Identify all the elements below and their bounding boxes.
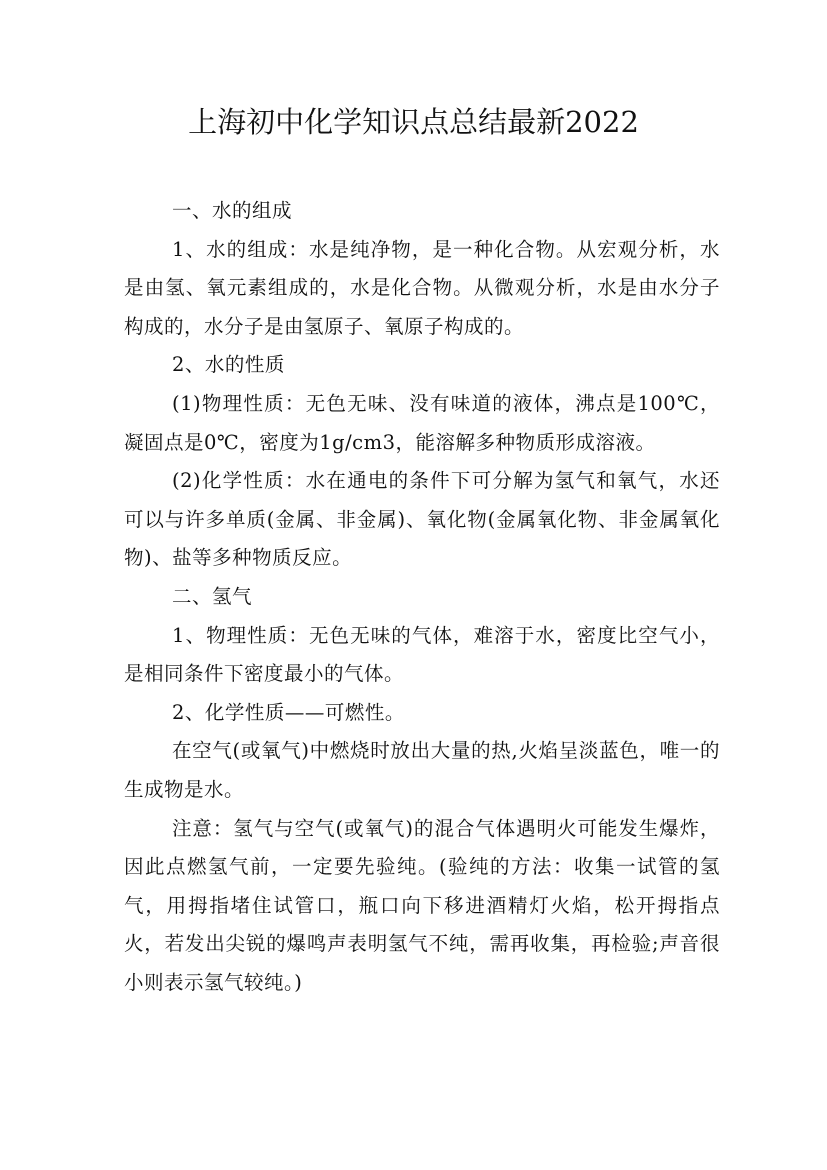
section-heading-hydrogen: 二、氢气	[172, 584, 253, 608]
paragraph-hydrogen-physical: 1、物理性质：无色无味的气体，难溶于水，密度比空气小，是相同条件下密度最小的气体。	[124, 623, 720, 686]
paragraph-water-composition: 1、水的组成：水是纯净物，是一种化合物。从宏观分析，水是由氢、氧元素组成的，水是化合物。从微观分析，水是由水分子构成的，水分子是由氢原子、氧原子构成的。	[124, 237, 720, 338]
paragraph-chemical-properties: (2)化学性质：水在通电的条件下可分解为氢气和氧气，水还可以与许多单质(金属、非金属)、氧化物(金属氧化物、非金属氧化物)、盐等多种物质反应。	[124, 469, 720, 570]
document-title: 上海初中化学知识点总结最新2022	[188, 105, 639, 139]
paragraph-hydrogen-note: 注意：氢气与空气(或氧气)的混合气体遇明火可能发生爆炸，因此点燃氢气前，一定要先验纯。(验纯的方法：收集一试管的氢气，用拇指堵住试管口，瓶口向下移进酒精灯火焰，松开拇指点火，若发出尖锐的爆鸣声表明氢气不纯，需再收集，再检验;声音很小则表示氢气较纯。)	[124, 816, 720, 994]
subheading-water-properties: 2、水的性质	[172, 353, 285, 377]
paragraph-hydrogen-chemical: 2、化学性质——可燃性。	[172, 700, 405, 724]
paragraph-hydrogen-combustion: 在空气(或氧气)中燃烧时放出大量的热,火焰呈淡蓝色，唯一的生成物是水。	[124, 739, 720, 801]
document-body	[124, 192, 720, 1002]
paragraph-physical-properties: (1)物理性质：无色无味、没有味道的液体，沸点是100℃，凝固点是0℃，密度为1g/cm3，能溶解多种物质形成溶液。	[124, 391, 720, 454]
section-heading-water-composition: 一、水的组成	[172, 199, 293, 222]
